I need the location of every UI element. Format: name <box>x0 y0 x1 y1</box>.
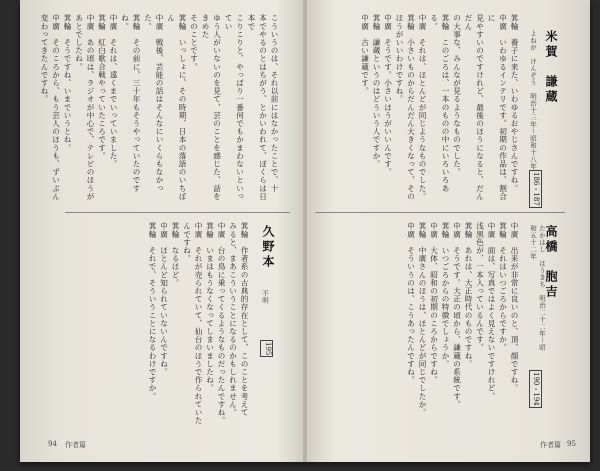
text-line: 箕輪 中廣さんのほうは、ほとんどが同じでしたか。 <box>418 222 427 417</box>
text-line: 箕輪 紅白歌合戦やっていたころです。 <box>97 14 107 160</box>
text-line: の大事な、みんなが見るようなものでした。 <box>452 14 462 176</box>
text-line: 箕輪 謙蔵というのはどういう人ですか。 <box>372 14 381 168</box>
section-subtitle: たかはし ほうきち 明治二十二年～昭和五十二年 <box>529 225 546 351</box>
text-line: 中廣 古い謙蔵です。 <box>360 14 370 95</box>
text-line: 中廣 それは、ほとんどが同じようなものでした。 <box>418 14 427 201</box>
text-line: 中廣 そのころから、もう芸人のほうも、ずいぶん <box>51 14 61 201</box>
section-divider <box>315 212 565 213</box>
page-reference: 186・187 <box>529 170 542 208</box>
text-line: 中廣 ほとんど知られていないんですね。 <box>159 222 169 376</box>
text-line: 箕輪 いつごろからの特徴でしょうか。 <box>441 222 450 368</box>
text-line: 中廣 そうです。小さいほうがいいんです。 <box>383 14 393 176</box>
text-line: ほうがいいわけですね。 <box>395 14 404 104</box>
folio-running-head: 作者篇 <box>540 441 561 449</box>
text-line: こりこりと、やっぱり一番何でもかまわないといってい <box>224 14 245 201</box>
folio-page-number: 94 <box>48 440 57 448</box>
text-line: 中廣 そういうのは、こうあったんですね。 <box>406 222 416 384</box>
text-line: ゆう人がいないのを見て、芸のことを感じた、話をきめた <box>201 14 222 201</box>
section-title: 久野本 <box>261 225 275 270</box>
text-line: みると、まあこういうことになるのかもしれません。 <box>228 222 238 417</box>
text-line: 本でやるのとはちがう、とかいわれて、ぼくらは日本で <box>247 14 268 201</box>
text-line: 中廣 いわゆるインテリです。初期の作品は、割合に <box>487 14 508 201</box>
left-lower-text <box>65 222 250 432</box>
text-line: 箕輪 このごろは、一本のものの中にいろいろある。 <box>429 14 450 193</box>
text-line: 箕輪 いまはもうなくなってしまいましたね。 <box>205 222 215 393</box>
text-line: こういうのは、それ以前にはなかったことで、十 <box>270 14 279 193</box>
text-line: んですね。 <box>182 222 192 263</box>
section-title-note: 不明 <box>261 290 269 304</box>
text-line: 箕輪 その前に、三十年もそうやっていたのですね。 <box>120 14 141 193</box>
right-lower-text <box>315 222 520 432</box>
section-title: 高橋 胞吉 <box>544 225 558 300</box>
text-line: 中廣 それは、遠くまでいっていました。 <box>109 14 118 168</box>
text-line: あとでしたね。 <box>74 14 84 71</box>
left-upper-text <box>40 14 280 204</box>
open-book <box>20 0 590 462</box>
text-line: 箕輪 なるほど。 <box>171 222 180 287</box>
text-line: 箕輪 いっしょに、その時期、日本の落語のいちばん <box>166 14 187 201</box>
text-line: 中廣 面は、写真ではよく見えないですけれど、 <box>487 222 496 401</box>
left-page <box>20 0 305 462</box>
text-line: そのことです。 <box>189 14 199 71</box>
text-line: 箕輪 養子に来た、いわゆるおやじさんですね。 <box>510 14 519 193</box>
text-line: 中廣 あの頃は、ラジオが中心で、テレビのほうが <box>86 14 95 201</box>
text-line: 箕輪 それはいつごろからですか。 <box>498 222 508 352</box>
text-line: 浅黒色が、一本入っているんです。 <box>475 222 485 352</box>
folio-running-head: 作者篇 <box>65 441 86 449</box>
text-line: 箕輪 あれは、大正時代のものですね。 <box>464 222 473 368</box>
section-subtitle: よねが けんぞう 明治十三年～昭和十八年 <box>529 30 537 170</box>
text-line: 変わってきたんですね。 <box>40 14 49 104</box>
text-line: 見やすいのですけれど、最後のほうになると、だんだん <box>464 14 485 201</box>
page-reference: 190・194 <box>529 370 542 408</box>
section-divider <box>65 212 290 213</box>
text-line: 中廣 大体、昭和の初期のころからですね。 <box>429 222 439 384</box>
text-line: 中廣 それが売られていて、仙台のほうで作られていた <box>194 222 203 425</box>
section-title: 米賀 謙蔵 <box>544 30 558 105</box>
text-line: 中廣 戦後、芸能の話はそんなにいくらもなかった。 <box>143 14 164 193</box>
text-line: 中廣 出来が非常に良いのと、頂、顔ですね。 <box>510 222 519 393</box>
folio-page-number: 95 <box>567 440 576 448</box>
right-upper-text <box>315 14 520 204</box>
page-reference: 195 <box>260 340 273 357</box>
text-line: 箕輪 それで、そういうことになるわけですか。 <box>148 222 157 401</box>
text-line: 箕輪 小さいものからだんだん大きくなって、その <box>406 14 416 201</box>
text-line: 箕輪 そうですね、いまでいうとね。 <box>63 14 72 152</box>
right-page <box>305 0 590 462</box>
text-line: 中廣 そうです。大正の頃から、謙蔵の系統です。 <box>452 222 462 409</box>
text-line: 中廣 台の鳥に乗ってくるようなものだったんですね。 <box>217 222 226 425</box>
text-line: 箕輪 作者系の古典的存在として、このことを考えて <box>240 222 249 417</box>
